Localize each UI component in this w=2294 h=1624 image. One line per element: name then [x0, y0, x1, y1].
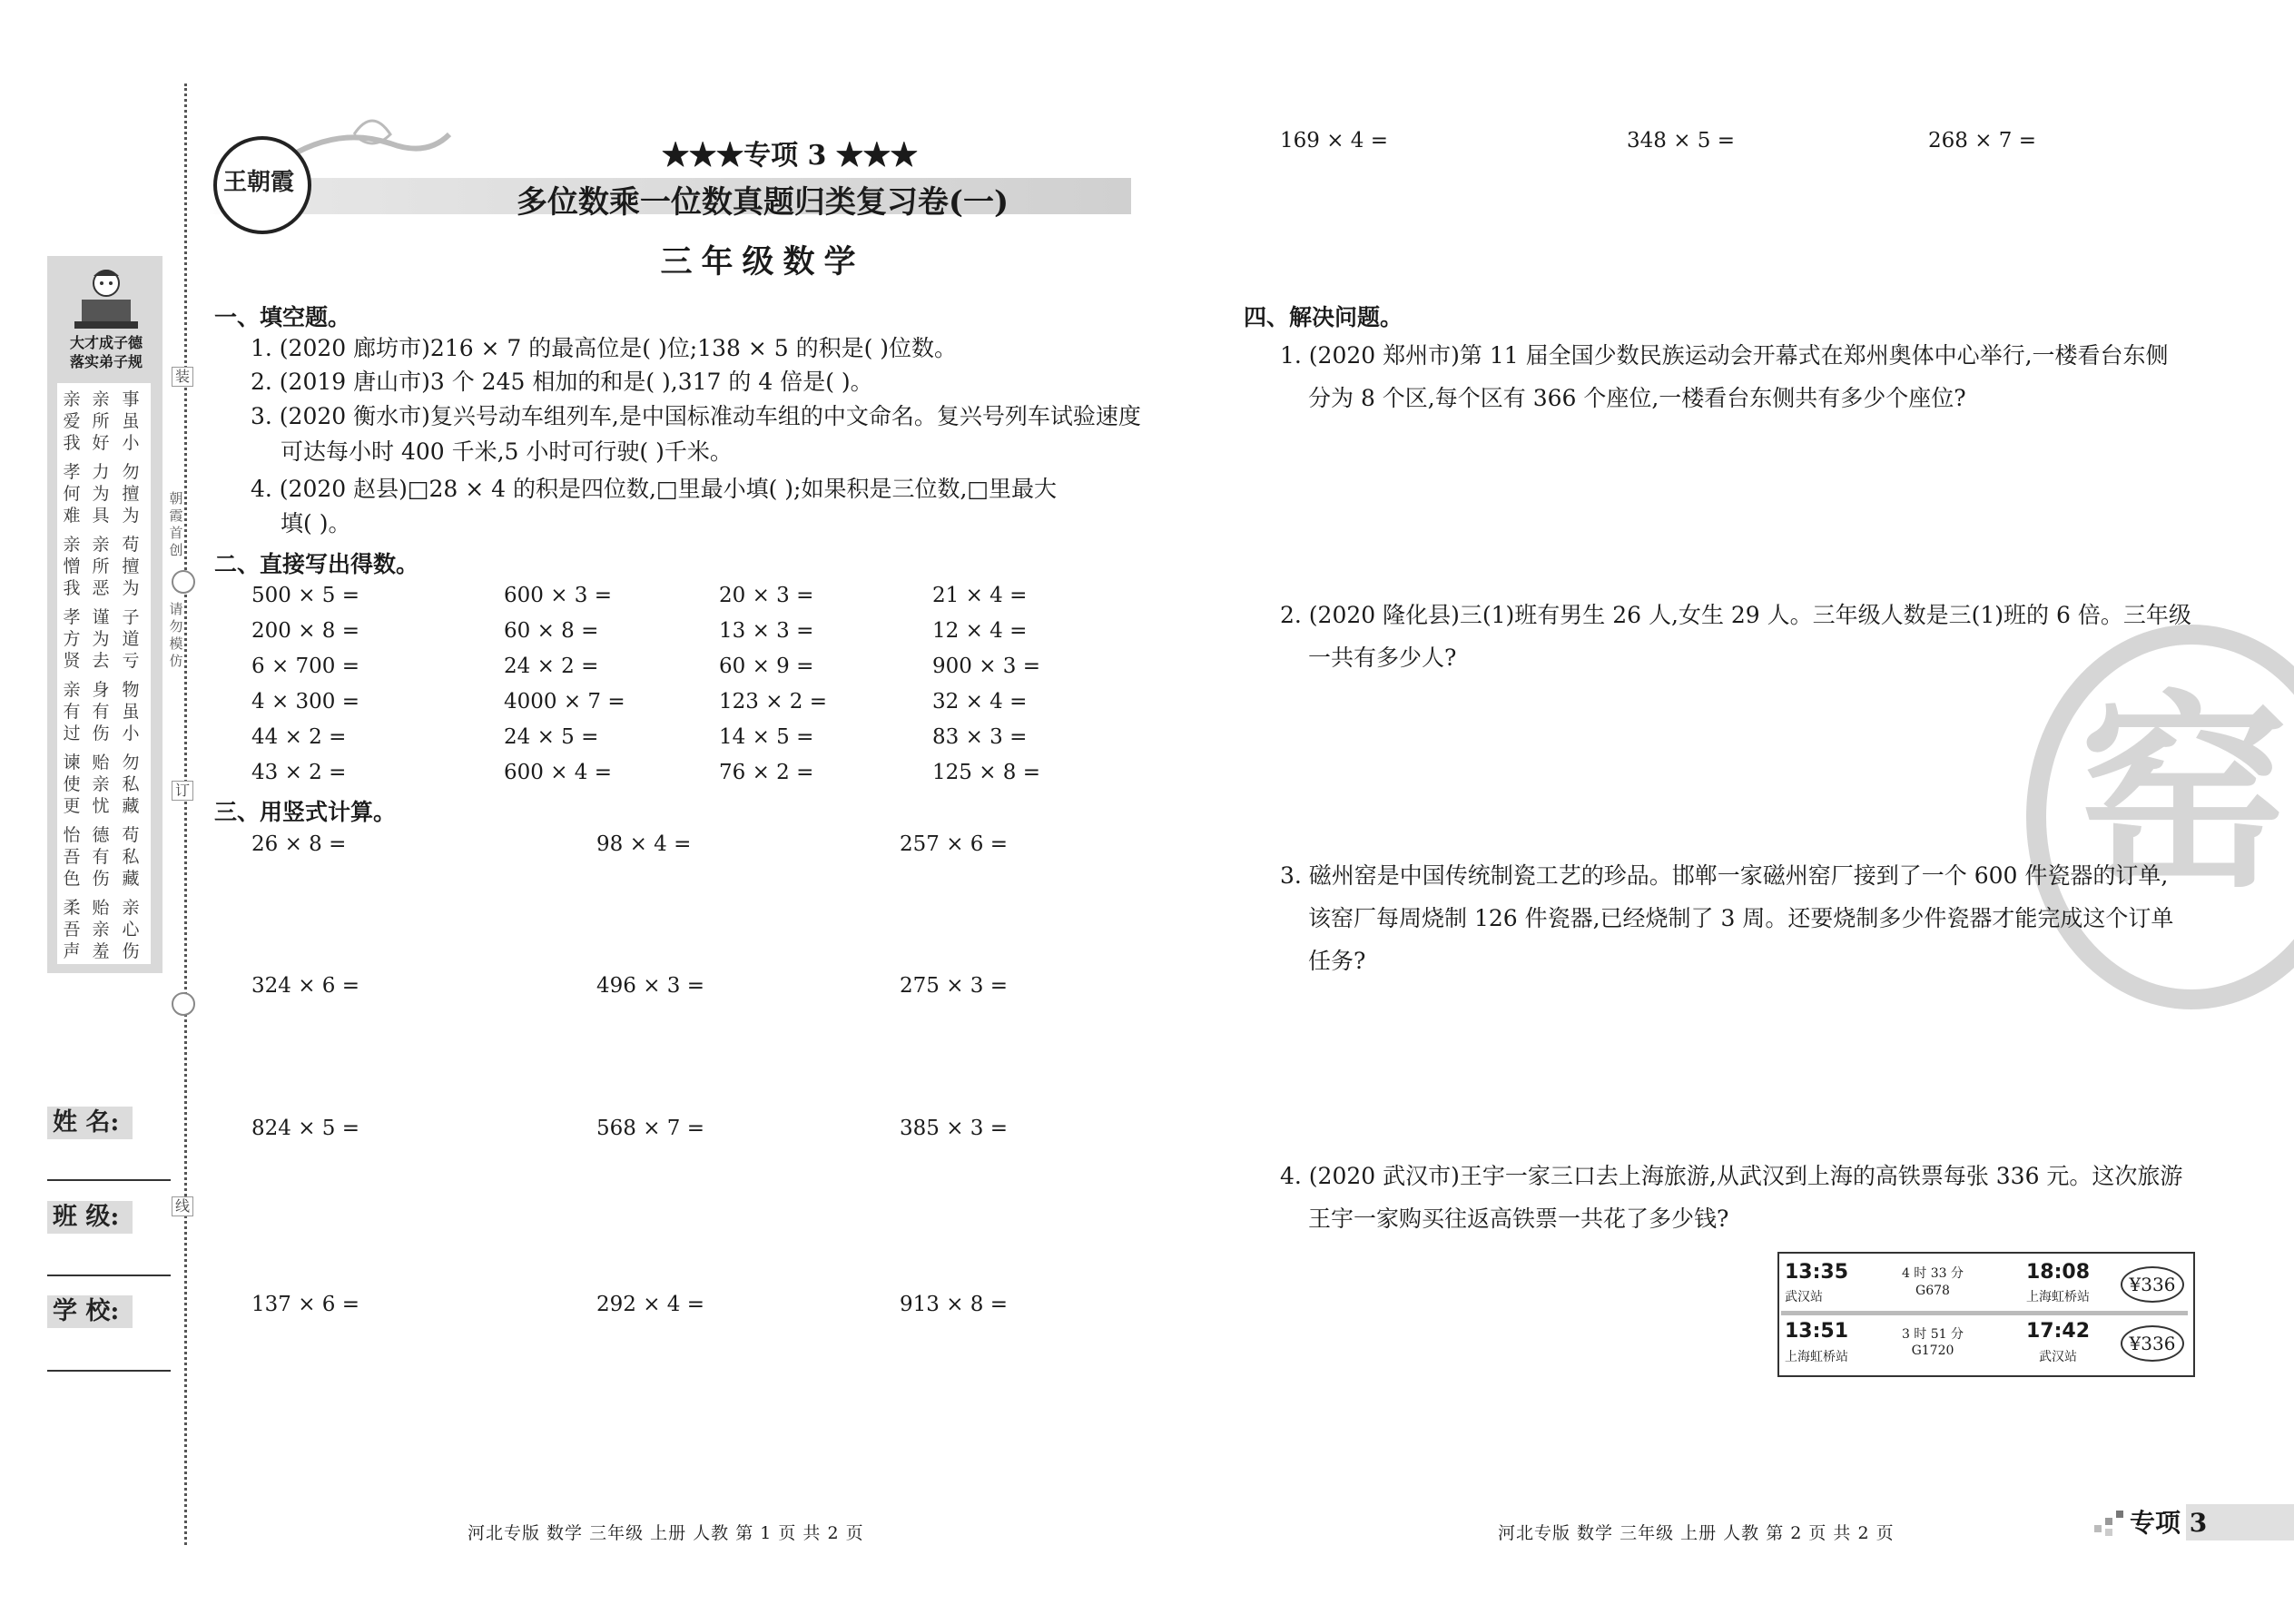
- question-text: 4. (2020 赵县)□28 × 4 的积是四位数,□里最小填( );如果积是三位数,□里最大: [251, 476, 1058, 502]
- oral-calc-item: 4 × 300 =: [251, 690, 360, 714]
- vertical-calc-item: 568 × 7 =: [596, 1117, 705, 1140]
- vertical-calc-item: 26 × 8 =: [251, 832, 347, 856]
- motto-column: 亲憎我: [63, 535, 81, 598]
- motto-column: 亲所恶: [92, 535, 110, 598]
- question-text: 4. (2020 武汉市)王宇一家三口去上海旅游,从武汉到上海的高铁票每张 336 元。这次旅游: [1280, 1163, 2183, 1189]
- oral-calc-item: 123 × 2 =: [719, 690, 828, 714]
- vertical-calc-item: 496 × 3 =: [596, 974, 705, 998]
- motto-column: 勿私藏: [122, 753, 140, 816]
- class-field[interactable]: [47, 1275, 171, 1276]
- motto-column: 亲爱我: [63, 389, 81, 453]
- oral-calc-item: 14 × 5 =: [719, 725, 814, 749]
- oral-calc-item: 4000 × 7 =: [504, 690, 625, 714]
- vertical-calc-item: 348 × 5 =: [1627, 129, 1736, 153]
- corner-series-label: 专项 3: [2130, 1508, 2208, 1538]
- oral-calc-item: 13 × 3 =: [719, 619, 814, 643]
- question-text: 3. (2020 衡水市)复兴号动车组列车,是中国标准动车组的中文命名。复兴号列车试验速度: [251, 403, 1141, 429]
- motto-column: 谏使更: [63, 753, 81, 816]
- table-divider: [1781, 1311, 2188, 1315]
- corner-decoration: [2094, 1511, 2127, 1540]
- watermark-stamp-char: 窑: [2079, 672, 2289, 917]
- oral-calc-item: 21 × 4 =: [932, 584, 1028, 607]
- vertical-calc-item: 824 × 5 =: [251, 1117, 360, 1140]
- question-text: 填( )。: [281, 510, 351, 536]
- section-heading: 三、用竖式计算。: [214, 799, 397, 825]
- name-field[interactable]: [47, 1179, 171, 1181]
- question-text: 2. (2019 唐山市)3 个 245 相加的和是( ),317 的 4 倍是( )。: [251, 369, 873, 395]
- vertical-calc-item: 275 × 3 =: [900, 974, 1009, 998]
- vertical-calc-item: 292 × 4 =: [596, 1293, 705, 1316]
- motto-column: 柔吾声: [63, 898, 81, 961]
- oral-calc-item: 32 × 4 =: [932, 690, 1028, 714]
- motto-column: 亲有过: [63, 680, 81, 743]
- motto-column: 怡吾色: [63, 825, 81, 889]
- oral-calc-item: 60 × 8 =: [504, 619, 599, 643]
- question-text: 2. (2020 隆化县)三(1)班有男生 26 人,女生 29 人。三年级人数是三(1)班的 6 倍。三年级: [1280, 602, 2191, 628]
- oral-calc-item: 24 × 2 =: [504, 655, 599, 678]
- motto-column: 苟擅为: [122, 535, 140, 598]
- duration: 4 时 33 分: [1901, 1266, 1964, 1281]
- question-text: 分为 8 个区,每个区有 366 个座位,一楼看台东侧共有多少个座位?: [1308, 385, 1966, 411]
- oral-calc-item: 76 × 2 =: [719, 761, 814, 784]
- motto-column: 德有伤: [92, 825, 110, 889]
- oral-calc-item: 20 × 3 =: [719, 584, 814, 607]
- vertical-calc-item: 257 × 6 =: [900, 832, 1009, 856]
- question-text: 1. (2020 郑州市)第 11 届全国少数民族运动会开幕式在郑州奥体中心举行,一楼看台东侧: [1280, 342, 2169, 369]
- page-subtitle: 三年级数学: [660, 243, 865, 281]
- question-text: 任务?: [1308, 948, 1366, 974]
- binding-note: 请勿模仿: [169, 601, 183, 669]
- binding-mark: 装: [172, 367, 193, 387]
- page-title: 多位数乘一位数真题归类复习卷(一): [516, 184, 1009, 221]
- motto-column: 贻亲忧: [92, 753, 110, 816]
- footer-left: 河北专版 数学 三年级 上册 人教 第 1 页 共 2 页: [468, 1523, 864, 1543]
- brand-logo-text: 王朝霞: [222, 169, 294, 196]
- cut-line: [184, 84, 187, 1545]
- question-text: 该窑厂每周烧制 126 件瓷器,已经烧制了 3 周。还要烧制多少件瓷器才能完成这个订单: [1308, 905, 2174, 931]
- school-field[interactable]: [47, 1370, 171, 1372]
- vertical-calc-item: 385 × 3 =: [900, 1117, 1009, 1140]
- motto-column: 贻亲羞: [92, 898, 110, 961]
- question-text: 可达每小时 400 千米,5 小时可行驶( )千米。: [281, 438, 733, 465]
- question-text: 一共有多少人?: [1308, 645, 1457, 671]
- ticket-price: ¥336: [2121, 1325, 2184, 1362]
- question-text: 王宇一家购买往返高铁票一共花了多少钱?: [1308, 1206, 1729, 1232]
- oral-calc-item: 500 × 5 =: [251, 584, 360, 607]
- arrive-station: 武汉站: [2039, 1350, 2077, 1364]
- punch-hole: [172, 992, 195, 1016]
- oral-calc-item: 125 × 8 =: [932, 761, 1041, 784]
- arrive-station: 上海虹桥站: [2026, 1290, 2090, 1304]
- school-label: 学 校:: [47, 1295, 133, 1328]
- motto-title: 大才成子德 落实弟子规: [69, 334, 143, 370]
- oral-calc-item: 44 × 2 =: [251, 725, 347, 749]
- motto-column: 亲所好: [92, 389, 110, 453]
- oral-calc-item: 200 × 8 =: [251, 619, 360, 643]
- binding-mark: 线: [172, 1196, 193, 1216]
- ticket-price: ¥336: [2121, 1266, 2184, 1303]
- question-text: 3. 磁州窑是中国传统制瓷工艺的珍品。邯郸一家磁州窑厂接到了一个 600 件瓷器的订单,: [1280, 862, 2169, 889]
- oral-calc-item: 900 × 3 =: [932, 655, 1041, 678]
- question-text: 1. (2020 廊坊市)216 × 7 的最高位是( )位;138 × 5 的积是( )位数。: [251, 335, 958, 361]
- motto-column: 勿擅为: [122, 462, 140, 526]
- oral-calc-item: 43 × 2 =: [251, 761, 347, 784]
- motto-column: 孝方贤: [63, 607, 81, 671]
- vertical-calc-item: 98 × 4 =: [596, 832, 692, 856]
- oral-calc-item: 6 × 700 =: [251, 655, 360, 678]
- motto-column: 苟私藏: [122, 825, 140, 889]
- depart-time: 13:51: [1785, 1320, 1849, 1343]
- punch-hole: [172, 570, 195, 594]
- motto-column: 孝何难: [63, 462, 81, 526]
- motto-column: 事虽小: [122, 389, 140, 453]
- arrive-time: 18:08: [2026, 1261, 2091, 1284]
- binding-note: 朝霞首创: [169, 490, 183, 558]
- section-heading: 一、填空题。: [214, 304, 351, 330]
- depart-time: 13:35: [1785, 1261, 1849, 1284]
- vertical-calc-item: 268 × 7 =: [1928, 129, 2037, 153]
- arrive-time: 17:42: [2026, 1320, 2091, 1343]
- oral-calc-item: 24 × 5 =: [504, 725, 599, 749]
- depart-station: 上海虹桥站: [1785, 1350, 1848, 1364]
- oral-calc-item: 12 × 4 =: [932, 619, 1028, 643]
- oral-calc-item: 600 × 3 =: [504, 584, 613, 607]
- motto-column: 谨为去: [92, 607, 110, 671]
- duration: 3 时 51 分: [1901, 1327, 1964, 1342]
- section-heading: 二、直接写出得数。: [214, 551, 419, 577]
- motto-column: 子道亏: [122, 607, 140, 671]
- mascot-figure: [65, 263, 147, 336]
- train-number: G1720: [1911, 1343, 1954, 1358]
- oral-calc-item: 600 × 4 =: [504, 761, 613, 784]
- motto-column: 力为具: [92, 462, 110, 526]
- series-label: ★★★专项 3 ★★★: [662, 140, 918, 172]
- vertical-calc-item: 913 × 8 =: [900, 1293, 1009, 1316]
- vertical-calc-item: 137 × 6 =: [251, 1293, 360, 1316]
- train-number: G678: [1915, 1284, 1950, 1298]
- binding-mark: 订: [172, 781, 193, 801]
- footer-right: 河北专版 数学 三年级 上册 人教 第 2 页 共 2 页: [1498, 1523, 1895, 1543]
- section-heading: 四、解决问题。: [1244, 304, 1403, 330]
- class-label: 班 级:: [47, 1201, 133, 1234]
- motto-column: 物虽小: [122, 680, 140, 743]
- vertical-calc-item: 324 × 6 =: [251, 974, 360, 998]
- name-label: 姓 名:: [47, 1107, 133, 1139]
- motto-column: 亲心伤: [122, 898, 140, 961]
- depart-station: 武汉站: [1785, 1290, 1823, 1304]
- vertical-calc-item: 169 × 4 =: [1280, 129, 1389, 153]
- oral-calc-item: 60 × 9 =: [719, 655, 814, 678]
- oral-calc-item: 83 × 3 =: [932, 725, 1028, 749]
- motto-column: 身有伤: [92, 680, 110, 743]
